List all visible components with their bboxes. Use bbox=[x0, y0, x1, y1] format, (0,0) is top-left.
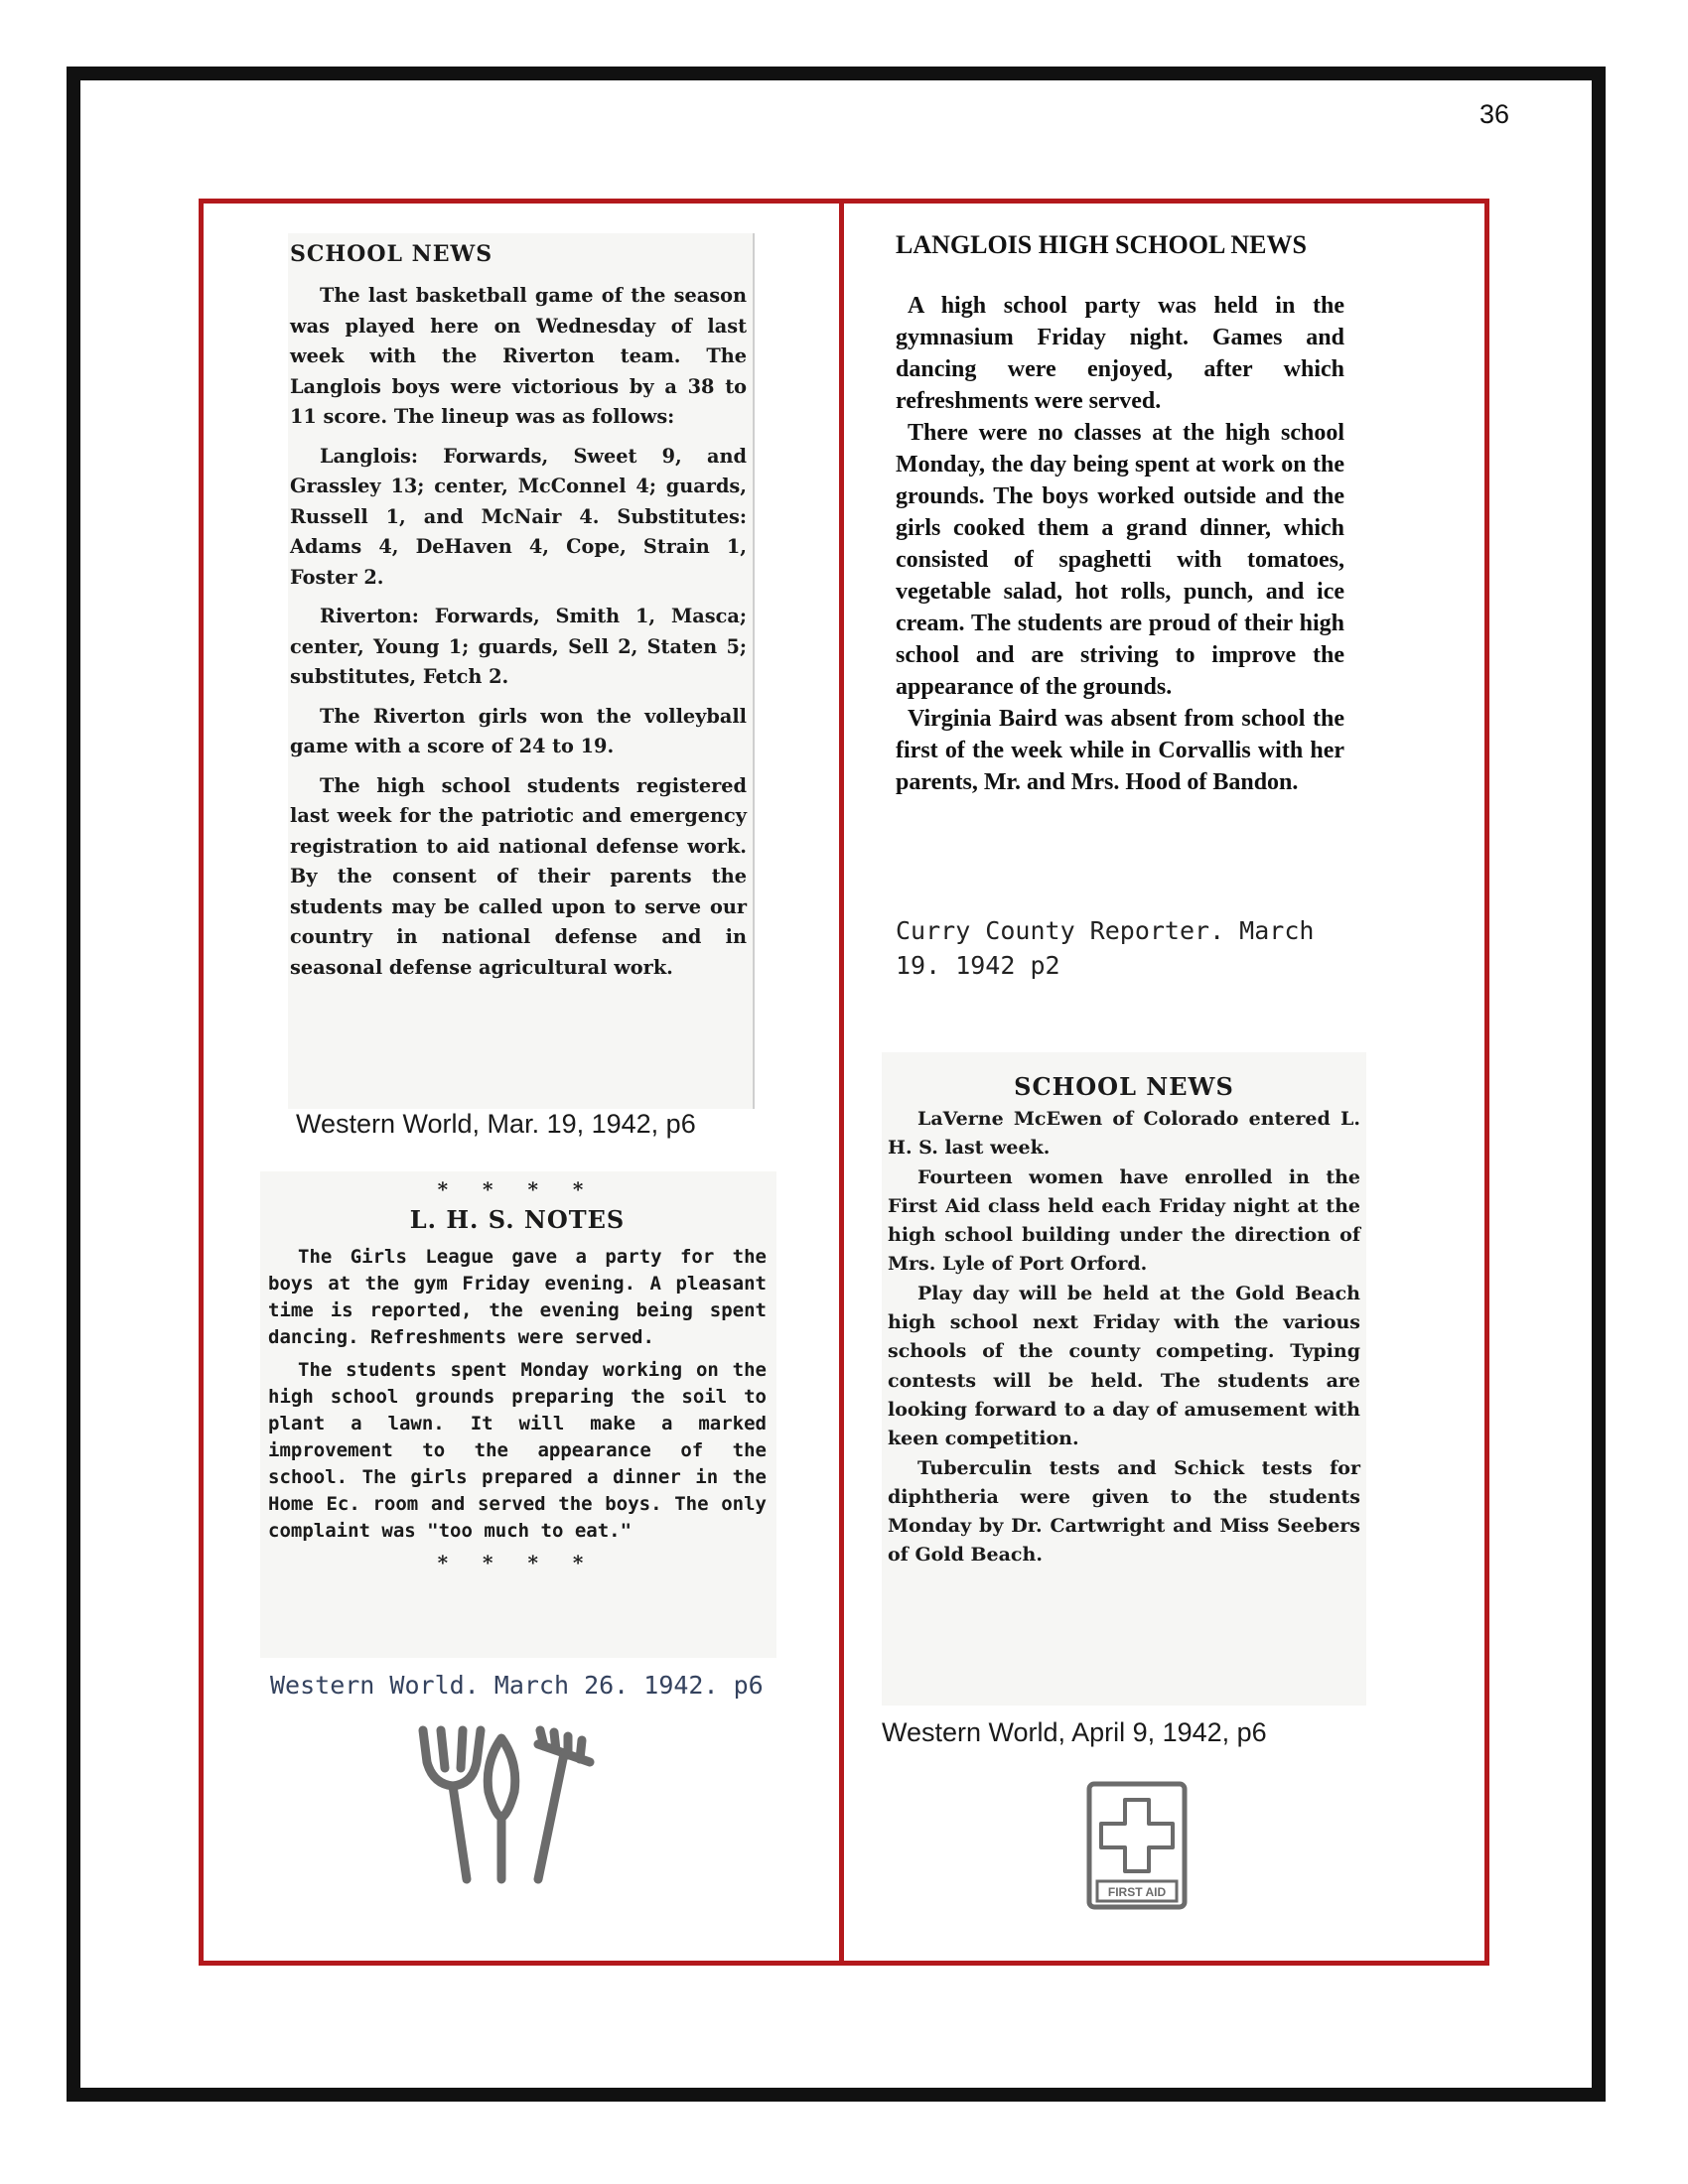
clipping-caption: Western World. March 26. 1942. p6 bbox=[270, 1671, 764, 1700]
article-title: LANGLOIS HIGH SCHOOL NEWS bbox=[896, 230, 1307, 259]
page-number: 36 bbox=[1478, 99, 1509, 129]
stars-divider: * * * * bbox=[437, 1551, 598, 1574]
clipping-paragraph: Langlois: Forwards, Sweet 9, and Grassley 13; center, McConnel 4; guards, Russell 1, and McNair 4. Substitutes: Adams 4, DeHaven 4, Cope, Strain 1, Foster 2. bbox=[290, 444, 747, 589]
clipping-paragraph: The Riverton girls won the volleyball game with a score of 24 to 19. bbox=[290, 704, 747, 757]
clipping-paragraph: Fourteen women have enrolled in the First Aid class held each Friday night at the high school building under the direction of Mrs. Lyle of Port Orford. bbox=[888, 1165, 1360, 1276]
clipping-lhs-notes bbox=[260, 1171, 776, 1658]
clipping-heading: SCHOOL NEWS bbox=[1014, 1072, 1234, 1101]
article-paragraph: Virginia Baird was absent from school the first of the week while in Corvallis with her parents, Mr. and Mrs. Hood of Bandon. bbox=[896, 706, 1344, 795]
garden-tools-icon bbox=[405, 1722, 598, 1887]
clipping-heading: L. H. S. NOTES bbox=[409, 1205, 626, 1234]
first-aid-icon bbox=[1085, 1780, 1189, 1911]
clipping-paragraph: The last basketball game of the season was played here on Wednesday of last week with the Riverton team. The Langlois boys were victorious by a 38 to 11 score. The lineup was as follows: bbox=[290, 284, 747, 428]
article-caption: Curry County Reporter. March 19. 1942 p2 bbox=[896, 916, 1315, 980]
clipping-school-news-2 bbox=[882, 1052, 1366, 1706]
clipping-paragraph: The students spent Monday working on the high school grounds preparing the soil to plant a lawn. It will make a marked improvement to the appearance of the school. The girls prepared a dinner in the Home Ec. room and served the boys. The only complaint was "too much to eat." bbox=[268, 1359, 767, 1542]
clipping-paragraph: The Girls League gave a party for the boys at the gym Friday evening. A pleasant time is reported, the evening being spent dancing. Refreshments were served. bbox=[268, 1246, 767, 1348]
clipping-paragraph: Riverton: Forwards, Smith 1, Masca; center, Young 1; guards, Sell 2, Staten 5; substitutes, Fetch 2. bbox=[290, 605, 747, 688]
clipping-paragraph: Play day will be held at the Gold Beach high school next Friday with the various schools of the county competing. Typing contests will be held. The students are looking forward to a day of amusement with keen competition. bbox=[888, 1282, 1360, 1450]
clipping-caption: Western World, April 9, 1942, p6 bbox=[882, 1717, 1267, 1747]
clipping-paragraph: LaVerne McEwen of Colorado entered L. H. S. last week. bbox=[888, 1108, 1360, 1160]
clipping-heading: SCHOOL NEWS bbox=[290, 241, 493, 267]
article-langlois-high-school-news bbox=[896, 230, 1344, 798]
clipping-paragraph: Tuberculin tests and Schick tests for diphtheria were given to the students Monday by Dr. Cartwright and Miss Seebers of Gold Beach. bbox=[888, 1456, 1360, 1567]
clipping-school-news bbox=[288, 233, 755, 1109]
article-paragraph: A high school party was held in the gymnasium Friday night. Games and dancing were enjoyed, after which refreshments were served. bbox=[896, 293, 1344, 414]
clipping-caption: Western World, Mar. 19, 1942, p6 bbox=[296, 1109, 696, 1139]
clipping-paragraph: The high school students registered last week for the patriotic and emergency registration to aid national defense work. By the consent of their parents the students may be called upon to serve our country in national defense and in seasonal defense agricultural work. bbox=[290, 773, 747, 979]
stars-divider: * * * * bbox=[437, 1177, 598, 1201]
first-aid-label: FIRST AID bbox=[1107, 1885, 1167, 1899]
article-paragraph: There were no classes at the high school Monday, the day being spent at work on the grounds. The boys worked outside and the girls cooked them a grand dinner, which consisted of spaghetti with tomatoes, vegetable salad, hot rolls, punch, and ice cream. The students are proud of their high school and are striving to improve the appearance of the grounds. bbox=[896, 420, 1344, 700]
